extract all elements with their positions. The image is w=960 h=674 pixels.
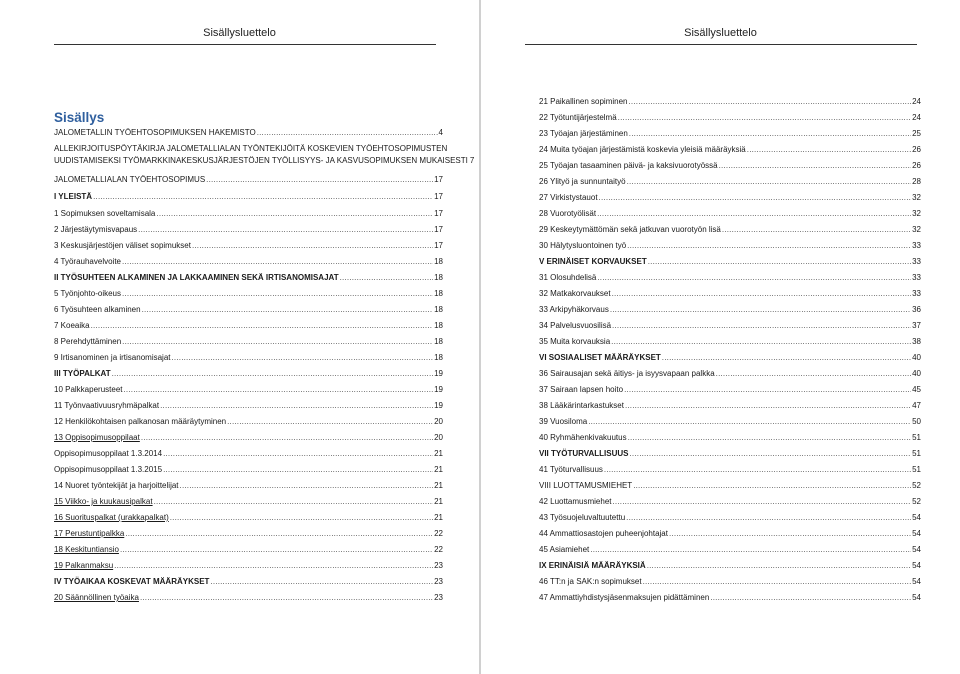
toc-page-number: 23 [434,561,443,570]
toc-page-number: 26 [912,145,921,154]
toc-entry[interactable] [54,497,443,507]
dot-leader [588,417,911,427]
toc-entry[interactable] [539,545,921,555]
toc-entry[interactable] [54,577,443,587]
toc-entry-text: 34 Palvelusvuosilisä [539,321,612,330]
toc-entry-text: 3 Keskusjärjestöjen väliset sopimukset [54,241,191,250]
toc-page-number: 47 [912,401,921,410]
dot-leader [627,177,912,187]
toc-entry-text: ALLEKIRJOITUSPÖYTÄKIRJA JALOMETALLIALAN TYÖNTEKIJÖITÄ KOSKEVIEN TYÖEHTOSOPIMUSTEN [54,144,448,153]
dot-leader [340,273,433,283]
toc-entry[interactable] [54,257,443,267]
toc-page-number: 17 [434,175,443,184]
toc-entry[interactable] [54,225,443,235]
dot-leader [626,513,911,523]
toc-page-number: 54 [912,529,921,538]
toc-entry[interactable] [539,449,921,459]
dot-leader [156,209,433,219]
toc-page-number: 18 [434,305,443,314]
toc-entry[interactable] [539,257,921,267]
toc-page-number: 51 [912,433,921,442]
dot-leader [138,225,433,235]
toc-page-number: 33 [912,241,921,250]
toc-entry-text: 11 Työnvaativuusryhmäpalkat [54,401,160,410]
toc-page-number: 22 [434,529,443,538]
toc-entry-text: 20 Säännöllinen työaika [54,593,139,602]
toc-entry-text: 1 Sopimuksen soveltamisala [54,209,156,218]
toc-entry[interactable] [54,128,443,138]
toc-entry[interactable] [539,129,921,139]
toc-entry-text: 5 Työnjohto-oikeus [54,289,122,298]
dot-leader [647,561,911,571]
dot-leader [180,481,434,491]
toc-entry[interactable] [539,241,921,251]
toc-page-number: 21 [434,449,443,458]
toc-entry[interactable] [539,273,921,283]
toc-entry-text: 47 Ammattiyhdistysjäsenmaksujen pidättäminen [539,593,710,602]
toc-page-number: 7 [469,156,475,165]
dot-leader [599,193,912,203]
toc-entry[interactable] [54,241,443,251]
page-header-title: Sisällysluettelo [684,27,757,39]
toc-entry[interactable] [54,192,443,202]
toc-page-number: 19 [434,369,443,378]
dot-leader [122,257,433,267]
dot-leader [627,241,911,251]
toc-entry-text: 32 Matkakorvaukset [539,289,611,298]
toc-entry[interactable] [539,225,921,235]
toc-entry[interactable] [54,353,443,363]
toc-entry[interactable] [539,209,921,219]
dot-leader [192,241,433,251]
toc-entry-text: 7 Koeaika [54,321,90,330]
toc-entry[interactable] [54,337,443,347]
toc-entry-text: 28 Vuorotyölisät [539,209,597,218]
dot-leader [669,529,911,539]
header-rule [525,44,917,45]
toc-entry[interactable] [54,529,443,539]
toc-entry[interactable] [539,561,921,571]
toc-page-number: 54 [912,561,921,570]
toc-page-number: 33 [912,289,921,298]
toc-entry[interactable] [54,449,443,459]
toc-entry[interactable] [539,97,921,107]
toc-entry-text: II TYÖSUHTEEN ALKAMINEN JA LAKKAAMINEN SEKÄ IRTISANOMISAJAT [54,273,339,282]
toc-page-number: 19 [434,401,443,410]
toc-entry-text: 27 Virkistystauot [539,193,598,202]
toc-entry[interactable] [539,369,921,379]
toc-entry-text: 2 Järjestäytymisvapaus [54,225,138,234]
toc-entry[interactable] [54,481,443,491]
toc-page-number: 51 [912,449,921,458]
toc-entry-text: 9 Irtisanominen ja irtisanomisajat [54,353,171,362]
toc-entry-text: UUDISTAMISEKSI TYÖMARKKINAKESKUSJÄRJESTÖJEN TYÖLLISYYS- JA KASVUSOPIMUKSEN MUKAISESTI [54,156,468,165]
dot-leader [91,321,434,331]
toc-entry-text: 43 Työsuojeluvaltuutettu [539,513,626,522]
dot-leader [662,353,911,363]
toc-entry[interactable] [539,305,921,315]
toc-entry[interactable] [54,545,443,555]
dot-leader [122,337,433,347]
dot-leader [163,465,433,475]
toc-page-number: 32 [912,209,921,218]
toc-entry[interactable] [54,289,443,299]
toc-entry[interactable] [539,433,921,443]
toc-entry-text: 18 Keskituntiansio [54,545,119,554]
toc-page-number: 54 [912,513,921,522]
toc-entry[interactable] [54,209,443,219]
toc-page-number: 33 [912,273,921,282]
toc-page-number: 32 [912,193,921,202]
toc-entry-text: 14 Nuoret työntekijät ja harjoittelijat [54,481,179,490]
dot-leader [120,545,433,555]
dot-leader [206,175,433,185]
toc-entry-text: 33 Arkipyhäkorvaus [539,305,609,314]
dot-leader [163,449,433,459]
toc-entry[interactable] [54,593,443,603]
toc-page-number: 22 [434,545,443,554]
toc-entry[interactable] [54,417,443,427]
toc-entry-text: V ERINÄISET KORVAUKSET [539,257,647,266]
toc-entry[interactable] [54,273,443,283]
toc-entry-text: I YLEISTÄ [54,192,93,201]
dot-leader [122,289,433,299]
toc-entry-text: Oppisopimusoppilaat 1.3.2015 [54,465,163,474]
toc-page-number: 21 [434,497,443,506]
toc-page-number: 33 [912,257,921,266]
dot-leader [114,561,433,571]
toc-entry-text: 16 Suorituspalkat (urakkapalkat) [54,513,169,522]
toc-entry-text: 45 Asiamiehet [539,545,590,554]
toc-entry-text: 17 Perustuntipalkka [54,529,125,538]
toc-entry-text: VIII LUOTTAMUSMIEHET [539,481,633,490]
toc-entry[interactable] [539,465,921,475]
dot-leader [112,369,434,379]
toc-entry[interactable] [54,144,448,154]
toc-entry[interactable] [539,417,921,427]
toc-entry-text: 30 Hälytysluontoinen työ [539,241,627,250]
toc-entry[interactable] [54,175,443,185]
toc-entry-text: 42 Luottamusmiehet [539,497,612,506]
toc-entry-text: 21 Paikallinen sopiminen [539,97,628,106]
dot-leader [160,401,433,411]
toc-entry-text: JALOMETALLIALAN TYÖEHTOSOPIMUS [54,175,206,184]
toc-page-number: 18 [434,257,443,266]
dot-leader [625,401,911,411]
toc-entry-text: 24 Muita työajan järjestämistä koskevia yleisiä määräyksiä [539,145,746,154]
toc-page-number: 17 [434,225,443,234]
toc-entry[interactable] [54,433,443,443]
toc-page-number: 4 [438,128,443,137]
toc-entry[interactable] [54,385,443,395]
toc-entry-text: 15 Viikko- ja kuukausipalkat [54,497,153,506]
toc-entry[interactable] [539,385,921,395]
toc-page-number: 21 [434,481,443,490]
toc-entry[interactable] [539,113,921,123]
dot-leader [210,577,433,587]
toc-page-number: 40 [912,353,921,362]
toc-page-number: 24 [912,97,921,106]
dot-leader [613,497,912,507]
toc-page-number: 19 [434,385,443,394]
dot-leader [719,161,911,171]
dot-leader [140,593,433,603]
toc-entry-text: 40 Ryhmähenkivakuutus [539,433,627,442]
toc-entry[interactable] [54,465,443,475]
toc-entry-text: JALOMETALLIN TYÖEHTOSOPIMUKSEN HAKEMISTO [54,128,256,137]
dot-leader [710,593,911,603]
toc-entry-text: VI SOSIAALISET MÄÄRÄYKSET [539,353,661,362]
toc-page-number: 18 [434,321,443,330]
dot-leader [227,417,433,427]
toc-heading: Sisällys [54,110,105,125]
toc-entry[interactable] [539,513,921,523]
toc-entry[interactable] [54,321,443,331]
toc-page-number: 45 [912,385,921,394]
toc-entry-text: 6 Työsuhteen alkaminen [54,305,141,314]
dot-leader [257,128,438,138]
dot-leader [610,305,911,315]
toc-entry-text: 12 Henkilökohtaisen palkanosan määräytyminen [54,417,227,426]
toc-page-number: 38 [912,337,921,346]
toc-page-number: 37 [912,321,921,330]
toc-page-number: 23 [434,577,443,586]
toc-page-number: 32 [912,225,921,234]
dot-leader [597,273,911,283]
toc-entry-text: 29 Keskeytymättömän sekä jatkuvan vuorotyön lisä [539,225,721,234]
toc-entry-text: VII TYÖTURVALLISUUS [539,449,629,458]
toc-entry-text: 23 Työajan järjestäminen [539,129,628,138]
toc-page-number: 20 [434,417,443,426]
toc-entry-text: 38 Lääkärintarkastukset [539,401,624,410]
dot-leader [612,321,911,331]
dot-leader [618,113,911,123]
toc-page-number: 54 [912,545,921,554]
toc-page-number: 18 [434,289,443,298]
toc-page-number: 50 [912,417,921,426]
toc-entry[interactable] [539,529,921,539]
toc-entry-text: Oppisopimusoppilaat 1.3.2014 [54,449,163,458]
dot-leader [125,529,433,539]
dot-leader [629,97,912,107]
toc-entry-text: 10 Palkkaperusteet [54,385,123,394]
toc-entry-text: 41 Työturvallisuus [539,465,603,474]
toc-page-number: 52 [912,481,921,490]
toc-entry-text: 46 TT:n ja SAK:n sopimukset [539,577,642,586]
toc-entry-text: 36 Sairausajan sekä äitiys- ja isyysvapaan palkka [539,369,715,378]
toc-entry[interactable] [539,193,921,203]
toc-page-number: 23 [434,593,443,602]
toc-entry[interactable] [539,593,921,603]
dot-leader [716,369,911,379]
toc-entry[interactable] [54,305,443,315]
dot-leader [141,433,433,443]
toc-page-number: 40 [912,369,921,378]
toc-page-number: 24 [912,113,921,122]
toc-entry[interactable] [539,497,921,507]
toc-page-number: 36 [912,305,921,314]
toc-page-number: 26 [912,161,921,170]
toc-entry-text: 31 Olosuhdelisä [539,273,597,282]
toc-entry-text: III TYÖPALKAT [54,369,111,378]
dot-leader [722,225,911,235]
dot-leader [604,465,911,475]
toc-page-number: 18 [434,273,443,282]
toc-entry[interactable] [539,177,921,187]
dot-leader [124,385,434,395]
dot-leader [643,577,912,587]
toc-entry[interactable] [539,145,921,155]
toc-page-number: 17 [434,192,443,201]
toc-entry-text: 22 Työtuntijärjestelmä [539,113,617,122]
dot-leader [633,481,911,491]
toc-entry[interactable] [539,401,921,411]
dot-leader [172,353,434,363]
toc-page-number: 52 [912,497,921,506]
dot-leader [630,449,912,459]
dot-leader [597,209,911,219]
toc-page-number: 21 [434,513,443,522]
toc-entry[interactable] [539,481,921,491]
dot-leader [612,289,912,299]
toc-entry-text: IV TYÖAIKAA KOSKEVAT MÄÄRÄYKSET [54,577,210,586]
toc-entry[interactable] [54,156,475,166]
toc-page-number: 20 [434,433,443,442]
toc-entry-text: 8 Perehdyttäminen [54,337,122,346]
toc-entry-text: 44 Ammattiosastojen puheenjohtajat [539,529,668,538]
toc-page-number: 54 [912,577,921,586]
dot-leader [629,129,911,139]
header-rule [54,44,436,45]
toc-entry-text: 37 Sairaan lapsen hoito [539,385,624,394]
toc-page-number: 21 [434,465,443,474]
toc-entry[interactable] [54,561,443,571]
toc-entry[interactable] [539,577,921,587]
dot-leader [624,385,911,395]
dot-leader [648,257,911,267]
toc-page-number: 28 [912,177,921,186]
toc-page-number: 25 [912,129,921,138]
toc-page-number: 51 [912,465,921,474]
toc-entry[interactable] [539,161,921,171]
dot-leader [590,545,911,555]
toc-entry-text: 25 Työajan tasaaminen päivä- ja kaksivuorotyössä [539,161,718,170]
dot-leader [142,305,434,315]
toc-entry[interactable] [539,353,921,363]
toc-entry[interactable] [539,289,921,299]
toc-entry[interactable] [54,513,443,523]
toc-entry-text: 13 Oppisopimusoppilaat [54,433,140,442]
page-header-title: Sisällysluettelo [203,27,276,39]
dot-leader [747,145,911,155]
dot-leader [611,337,911,347]
toc-entry-text: 4 Työrauhavelvoite [54,257,122,266]
toc-entry-text: 35 Muita korvauksia [539,337,611,346]
left-page [0,0,479,674]
toc-page-number: 17 [434,241,443,250]
dot-leader [628,433,911,443]
toc-entry[interactable] [539,321,921,331]
toc-page-number: 18 [434,353,443,362]
toc-page-number: 54 [912,593,921,602]
toc-entry[interactable] [54,401,443,411]
toc-entry[interactable] [54,369,443,379]
dot-leader [154,497,434,507]
toc-entry-text: 39 Vuosiloma [539,417,588,426]
toc-page-number: 18 [434,337,443,346]
toc-entry-text: 19 Palkanmaksu [54,561,114,570]
dot-leader [170,513,433,523]
toc-entry-text: 26 Ylityö ja sunnuntaityö [539,177,626,186]
toc-page-number: 17 [434,209,443,218]
toc-entry-text: IX ERINÄISIÄ MÄÄRÄYKSIÄ [539,561,646,570]
dot-leader [93,192,433,202]
toc-entry[interactable] [539,337,921,347]
